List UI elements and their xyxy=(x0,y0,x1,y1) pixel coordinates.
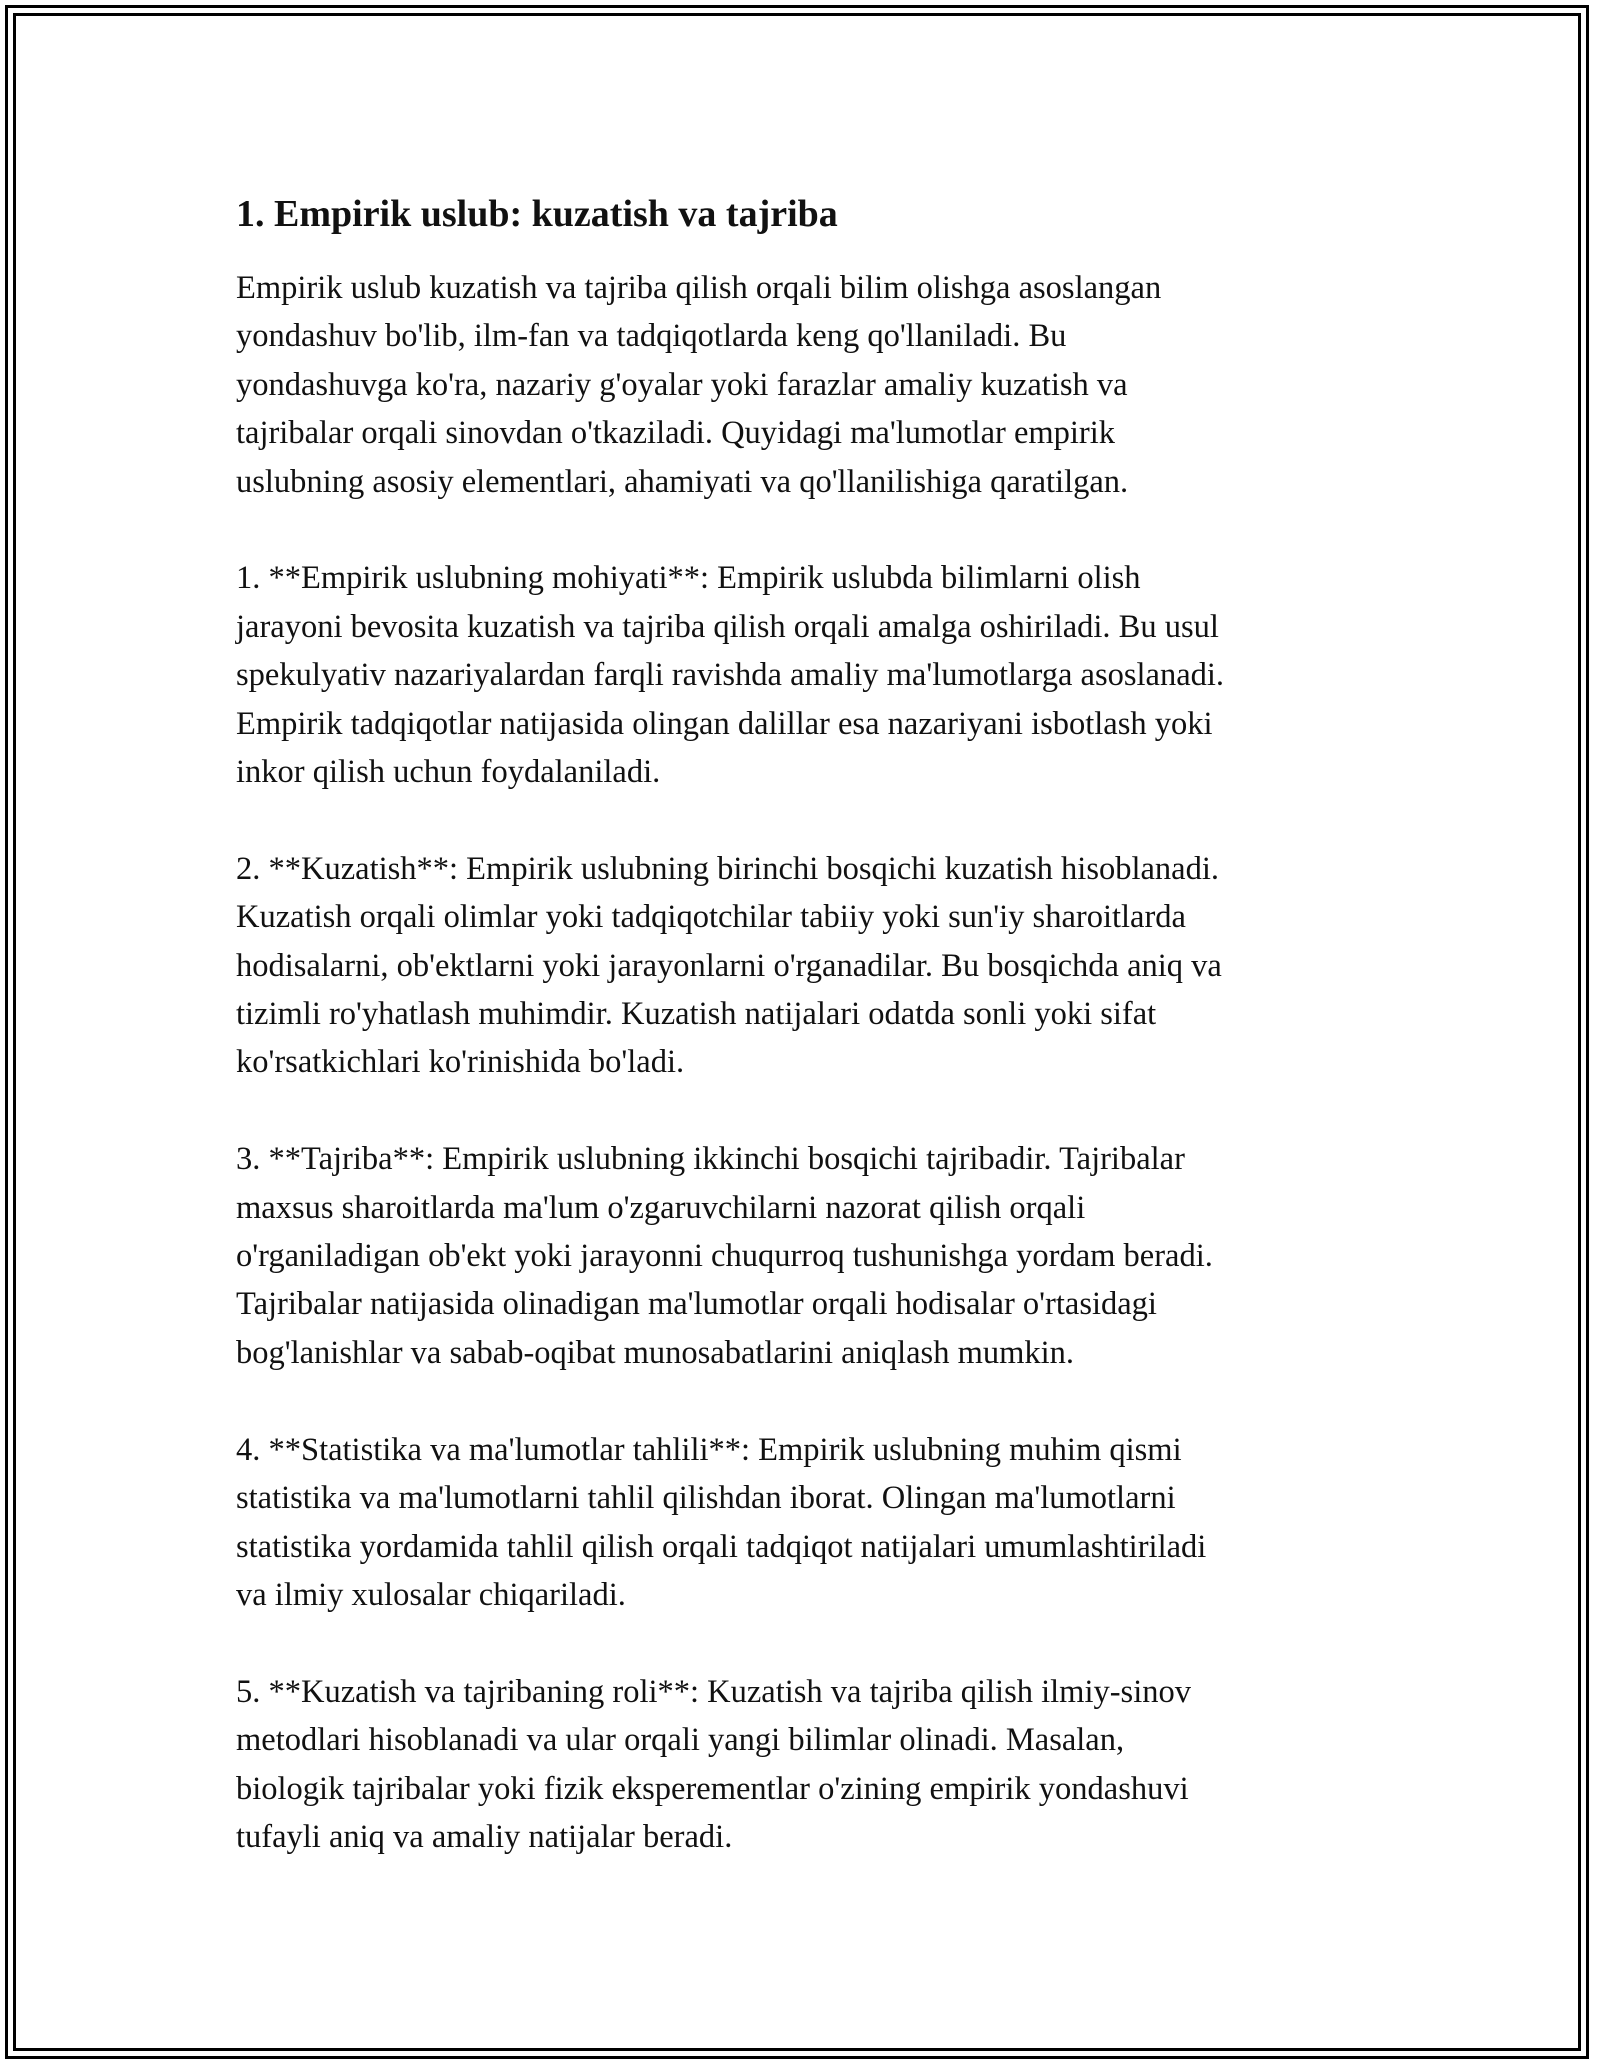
text-line: 4. **Statistika va ma'lumotlar tahlili**: Empirik uslubning muhim qismi xyxy=(236,1431,1182,1468)
text-line: metodlari hisoblanadi va ular orqali yangi bilimlar olinadi. Masalan, xyxy=(236,1722,1125,1759)
text-line: va ilmiy xulosalar chiqariladi. xyxy=(236,1576,626,1613)
text-line: 1. **Empirik uslubning mohiyati**: Empirik uslubda bilimlarni olish xyxy=(236,560,1141,597)
text-line: spekulyativ nazariyalardan farqli ravishda amaliy ma'lumotlarga asoslanadi. xyxy=(236,657,1225,694)
text-line: inkor qilish uchun foydalaniladi. xyxy=(236,754,661,791)
section-paragraph-1 xyxy=(236,554,1366,796)
text-line: Kuzatish orqali olimlar yoki tadqiqotchilar tabiiy yoki sun'iy sharoitlarda xyxy=(236,899,1186,936)
intro-paragraph xyxy=(236,264,1366,506)
section-paragraph-5 xyxy=(236,1668,1366,1862)
text-line: tufayli aniq va amaliy natijalar beradi. xyxy=(236,1818,733,1855)
text-line: Tajribalar natijasida olinadigan ma'lumotlar orqali hodisalar o'rtasidagi xyxy=(236,1286,1157,1323)
document-title: 1. Empirik uslub: kuzatish va tajriba xyxy=(236,193,838,235)
text-line: tajribalar orqali sinovdan o'tkaziladi. Quyidagi ma'lumotlar empirik xyxy=(236,415,1116,452)
text-line: Empirik uslub kuzatish va tajriba qilish orqali bilim olishga asoslangan xyxy=(236,270,1162,306)
text-line: o'rganiladigan ob'ekt yoki jarayonni chuqurroq tushunishga yordam beradi. xyxy=(236,1238,1213,1275)
text-line: ko'rsatkichlari ko'rinishida bo'ladi. xyxy=(236,1044,685,1081)
text-line: hodisalarni, ob'ektlarni yoki jarayonlarni o'rganadilar. Bu bosqichda aniq va xyxy=(236,947,1222,984)
text-line: maxsus sharoitlarda ma'lum o'zgaruvchilarni nazorat qilish orqali xyxy=(236,1189,1086,1226)
section-paragraph-3 xyxy=(236,1135,1366,1377)
text-line: biologik tajribalar yoki fizik eksperementlar o'zining empirik yondashuvi xyxy=(236,1770,1189,1807)
text-line: 3. **Tajriba**: Empirik uslubning ikkinchi bosqichi tajribadir. Tajribalar xyxy=(236,1141,1185,1178)
text-line: tizimli ro'yhatlash muhimdir. Kuzatish natijalari odatda sonli yoki sifat xyxy=(236,996,1157,1033)
text-line: statistika va ma'lumotlarni tahlil qilishdan iborat. Olingan ma'lumotlarni xyxy=(236,1480,1176,1517)
text-line: uslubning asosiy elementlari, ahamiyati va qo'llanilishiga qaratilgan. xyxy=(236,463,1129,500)
text-line: yondashuvga ko'ra, nazariy g'oyalar yoki farazlar amaliy kuzatish va xyxy=(236,366,1128,403)
section-paragraph-4 xyxy=(236,1426,1366,1620)
document-body xyxy=(236,190,1366,1861)
text-line: statistika yordamida tahlil qilish orqali tadqiqot natijalari umumlashtiriladi xyxy=(236,1528,1207,1565)
section-paragraph-2 xyxy=(236,845,1366,1087)
text-line: jarayoni bevosita kuzatish va tajriba qilish orqali amalga oshiriladi. Bu usul xyxy=(236,608,1219,645)
text-line: 2. **Kuzatish**: Empirik uslubning birinchi bosqichi kuzatish hisoblanadi. xyxy=(236,850,1220,887)
text-line: yondashuv bo'lib, ilm-fan va tadqiqotlarda keng qo'llaniladi. Bu xyxy=(236,318,1067,355)
text-line: Empirik tadqiqotlar natijasida olingan dalillar esa nazariyani isbotlash yoki xyxy=(236,705,1213,742)
text-line: bog'lanishlar va sabab-oqibat munosabatlarini aniqlash mumkin. xyxy=(236,1334,1075,1371)
text-line: 5. **Kuzatish va tajribaning roli**: Kuzatish va tajriba qilish ilmiy-sinov xyxy=(236,1673,1191,1710)
